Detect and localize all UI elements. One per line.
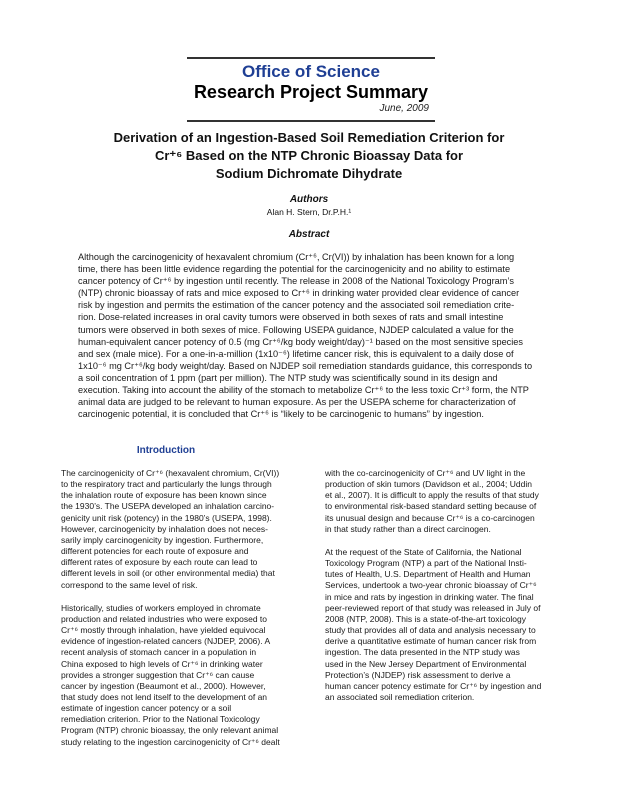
paragraph-line: different rates of exposure by each route can lead to xyxy=(61,557,258,568)
paragraph-line: However, carcinogenicity by inhalation does not neces- xyxy=(61,523,268,534)
abstract-text xyxy=(78,251,550,420)
document-type: Research Project Summary xyxy=(193,82,429,102)
paragraph-line: ingestion. The data presented in the NTP study was xyxy=(325,647,520,658)
paragraph xyxy=(61,603,297,748)
paragraph-line: different potencies for each route of exposure and xyxy=(61,546,249,557)
introduction-heading: Introduction xyxy=(136,445,196,456)
paragraph-line: that study does not lend itself to the development of an xyxy=(61,691,268,702)
paper-title xyxy=(60,129,558,183)
paragraph-line: in mice and rats by ingestion in drinking water. The final xyxy=(325,591,534,602)
paragraph-line: human cancer potency estimate for Cr⁺⁶ by ingestion and xyxy=(325,680,542,691)
abstract-line: time, there has been little evidence regarding the potential for the carcinogenicity and no ability to estimate xyxy=(78,264,511,275)
abstract-line: execution. Taking into account the ability of the stomach to metabolize Cr⁺⁶ to the less toxic Cr⁺³ form, the NTP xyxy=(78,385,529,396)
paragraph-line: tutes of Health, U.S. Department of Health and Human xyxy=(325,569,531,580)
paragraph-line: remediation criterion. Prior to the National Toxicology xyxy=(61,714,260,725)
abstract-line: Although the carcinogenicity of hexavalent chromium (Cr⁺⁶, Cr(VI)) by inhalation has been known for a long xyxy=(78,252,515,262)
abstract-heading: Abstract xyxy=(288,229,330,240)
paragraph-line: Historically, studies of workers employed in chromate xyxy=(61,602,261,613)
paragraph-line: the 1930’s. The USEPA developed an inhalation carcino- xyxy=(61,501,275,512)
paragraph-line: Toxicology Program (NTP) a part of the National Insti- xyxy=(325,558,527,569)
paragraph-line: At the request of the State of California, the National xyxy=(325,546,522,557)
abstract-line: animal data are judged to be relevant to human exposure. As per the USEPA scheme for characterization of xyxy=(78,397,516,408)
paragraph-line: estimate of ingestion cancer potency or a soil xyxy=(61,703,232,714)
header-box xyxy=(187,57,435,122)
paragraph-line: sarily imply carcinogenicity by ingestion. Furthermore, xyxy=(61,534,264,545)
paragraph-line: Program (NTP) chronic bioassay, the only relevant animal xyxy=(61,725,279,736)
paragraph-line: derive a quantitative estimate of human cancer risk from xyxy=(325,636,537,647)
abstract-line: carcinogenic potential, it is concluded that Cr⁺⁶ is “likely to be carcinogenic to humans” by ingestion. xyxy=(78,409,484,420)
paragraph-line: recent analysis of stomach cancer in a population in xyxy=(61,647,257,658)
paragraph-line: the inhalation route of exposure has been known since xyxy=(61,490,267,501)
author-name: Alan H. Stern, Dr.P.H.¹ xyxy=(266,207,352,217)
office-name: Office of Science xyxy=(242,62,380,81)
paragraph-line: 2008 (NTP, 2008). This is a state-of-the-art toxicology xyxy=(325,613,526,624)
paragraph-line: with the co-carcinogenicity of Cr⁺⁶ and UV light in the xyxy=(325,468,526,478)
paragraph xyxy=(61,468,297,591)
abstract-line: (NTP) chronic bioassay of rats and mice exposed to Cr⁺⁶ in drinking water provided clear evidence of cancer xyxy=(78,288,520,299)
paragraph-line: Services, undertook a two-year chronic bioassay of Cr⁺⁶ xyxy=(325,580,537,591)
paragraph-line: used in the New Jersey Department of Environmental xyxy=(325,658,527,669)
abstract-line: tumors were observed in both sexes of mice. Following USEPA guidance, NJDEP calculated a value for the xyxy=(78,324,514,335)
paragraph-line: study relating to the ingestion carcinogenicity of Cr⁺⁶ dealt xyxy=(61,736,280,747)
paragraph-line: an associated soil remediation criterion. xyxy=(325,691,475,702)
title-line: Sodium Dichromate Dihydrate xyxy=(215,166,403,181)
paragraph-line: production of skin tumors (Davidson et al., 2004; Uddin xyxy=(325,479,532,490)
paragraph-line: Cr⁺⁶ mostly through inhalation, have yielded equivocal xyxy=(61,625,266,636)
paragraph-line: correspond to the same level of risk. xyxy=(61,579,198,590)
abstract-line: a soil concentration of 1 ppm (part per million). The NTP study was scientifically sound in its design and xyxy=(78,372,498,383)
paragraph-line: Protection’s (NJDEP) risk assessment to derive a xyxy=(325,669,511,680)
authors-heading: Authors xyxy=(289,194,329,205)
paragraph-line: The carcinogenicity of Cr⁺⁶ (hexavalent chromium, Cr(VI)) xyxy=(61,468,280,478)
left-column xyxy=(61,468,297,760)
paragraph-line: peer-reviewed report of that study was released in July of xyxy=(325,602,541,613)
abstract-line: human-equivalent cancer potency of 0.5 (mg Cr⁺⁶/kg body weight/day)⁻¹ based on the most sensitive species xyxy=(78,336,524,347)
paragraph-line: provides a stronger suggestion that Cr⁺⁶ can cause xyxy=(61,669,255,680)
paragraph-line: different levels in soil (or other environmental media) that xyxy=(61,568,275,579)
paragraph-line: evidence of ingestion-related cancers (NJDEP, 2006). A xyxy=(61,636,271,647)
right-column xyxy=(325,468,561,715)
paragraph-line: to the respiratory tract and particularly the lungs through xyxy=(61,479,272,490)
abstract-line: 1x10⁻⁶ mg Cr⁺⁶/kg body weight/day. Based on NJDEP soil remediation standards guidance, this corresponds to xyxy=(78,360,533,371)
paragraph-line: its unusual design and because Cr⁺⁶ is a co-carcinogen xyxy=(325,512,535,523)
paragraph-line: genicity unit risk (potency) in the 1980’s (USEPA, 1998). xyxy=(61,512,272,523)
paragraph-line: et al., 2007). It is difficult to apply the results of that study xyxy=(325,490,539,501)
publication-date: June, 2009 xyxy=(379,103,429,114)
paragraph-line: study that provides all of data and analysis necessary to xyxy=(325,625,536,636)
paragraph xyxy=(325,468,561,535)
paragraph-line: in that study rather than a direct carcinogen. xyxy=(325,523,491,534)
paragraph-line: to environmental risk-based standard setting because of xyxy=(325,501,537,512)
abstract-line: risk by ingestion and permits the estimation of the cancer potency and the associated soil remediation crite- xyxy=(78,300,515,311)
abstract-line: cancer potency of Cr⁺⁶ by ingestion until recently. The release in 2008 of the National Toxicology Program’s xyxy=(78,276,514,287)
abstract-line: rion. Dose-related increases in oral cavity tumors were observed in both sexes of rats and small intestine xyxy=(78,312,504,323)
paragraph xyxy=(325,547,561,703)
paragraph-line: production and related industries who were exposed to xyxy=(61,613,268,624)
paragraph-line: China exposed to high levels of Cr⁺⁶ in drinking water xyxy=(61,658,263,669)
title-line: Derivation of an Ingestion-Based Soil Remediation Criterion for xyxy=(113,130,505,145)
paragraph-line: cancer by ingestion (Beaumont et al., 2000). However, xyxy=(61,680,266,691)
title-line: Cr⁺⁶ Based on the NTP Chronic Bioassay Data for xyxy=(154,148,464,163)
abstract-line: and sex (male mice). For a one-in-a-million (1x10⁻⁶) lifetime cancer risk, this is equivalent to a daily dose of xyxy=(78,348,514,359)
